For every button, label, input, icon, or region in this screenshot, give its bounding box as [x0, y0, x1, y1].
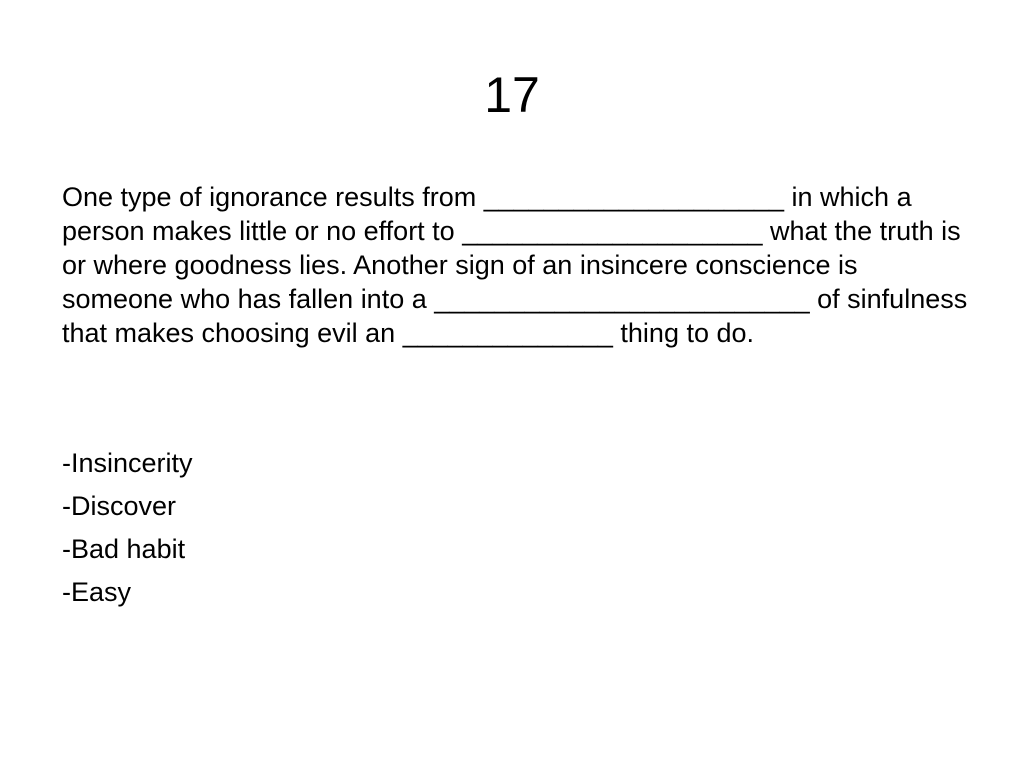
- answer-item-bad-habit: -Bad habit: [62, 534, 186, 564]
- answer-item-discover: -Discover: [62, 491, 177, 521]
- answer-item-insincerity: -Insincerity: [62, 448, 193, 478]
- slide-title: 17: [484, 67, 540, 123]
- slide-body: [62, 180, 972, 618]
- answer-list: [62, 446, 972, 609]
- answer-item-easy: -Easy: [62, 577, 132, 607]
- question-paragraph: One type of ignorance results from ____________________ in which a person makes little or no effort to ____________________ what the truth is or where goodness lies. Another sign of an insincere conscience is someone who has fallen into a _________________________ of sinfulness that makes choosing evil an ______________ thing to do.: [62, 182, 968, 348]
